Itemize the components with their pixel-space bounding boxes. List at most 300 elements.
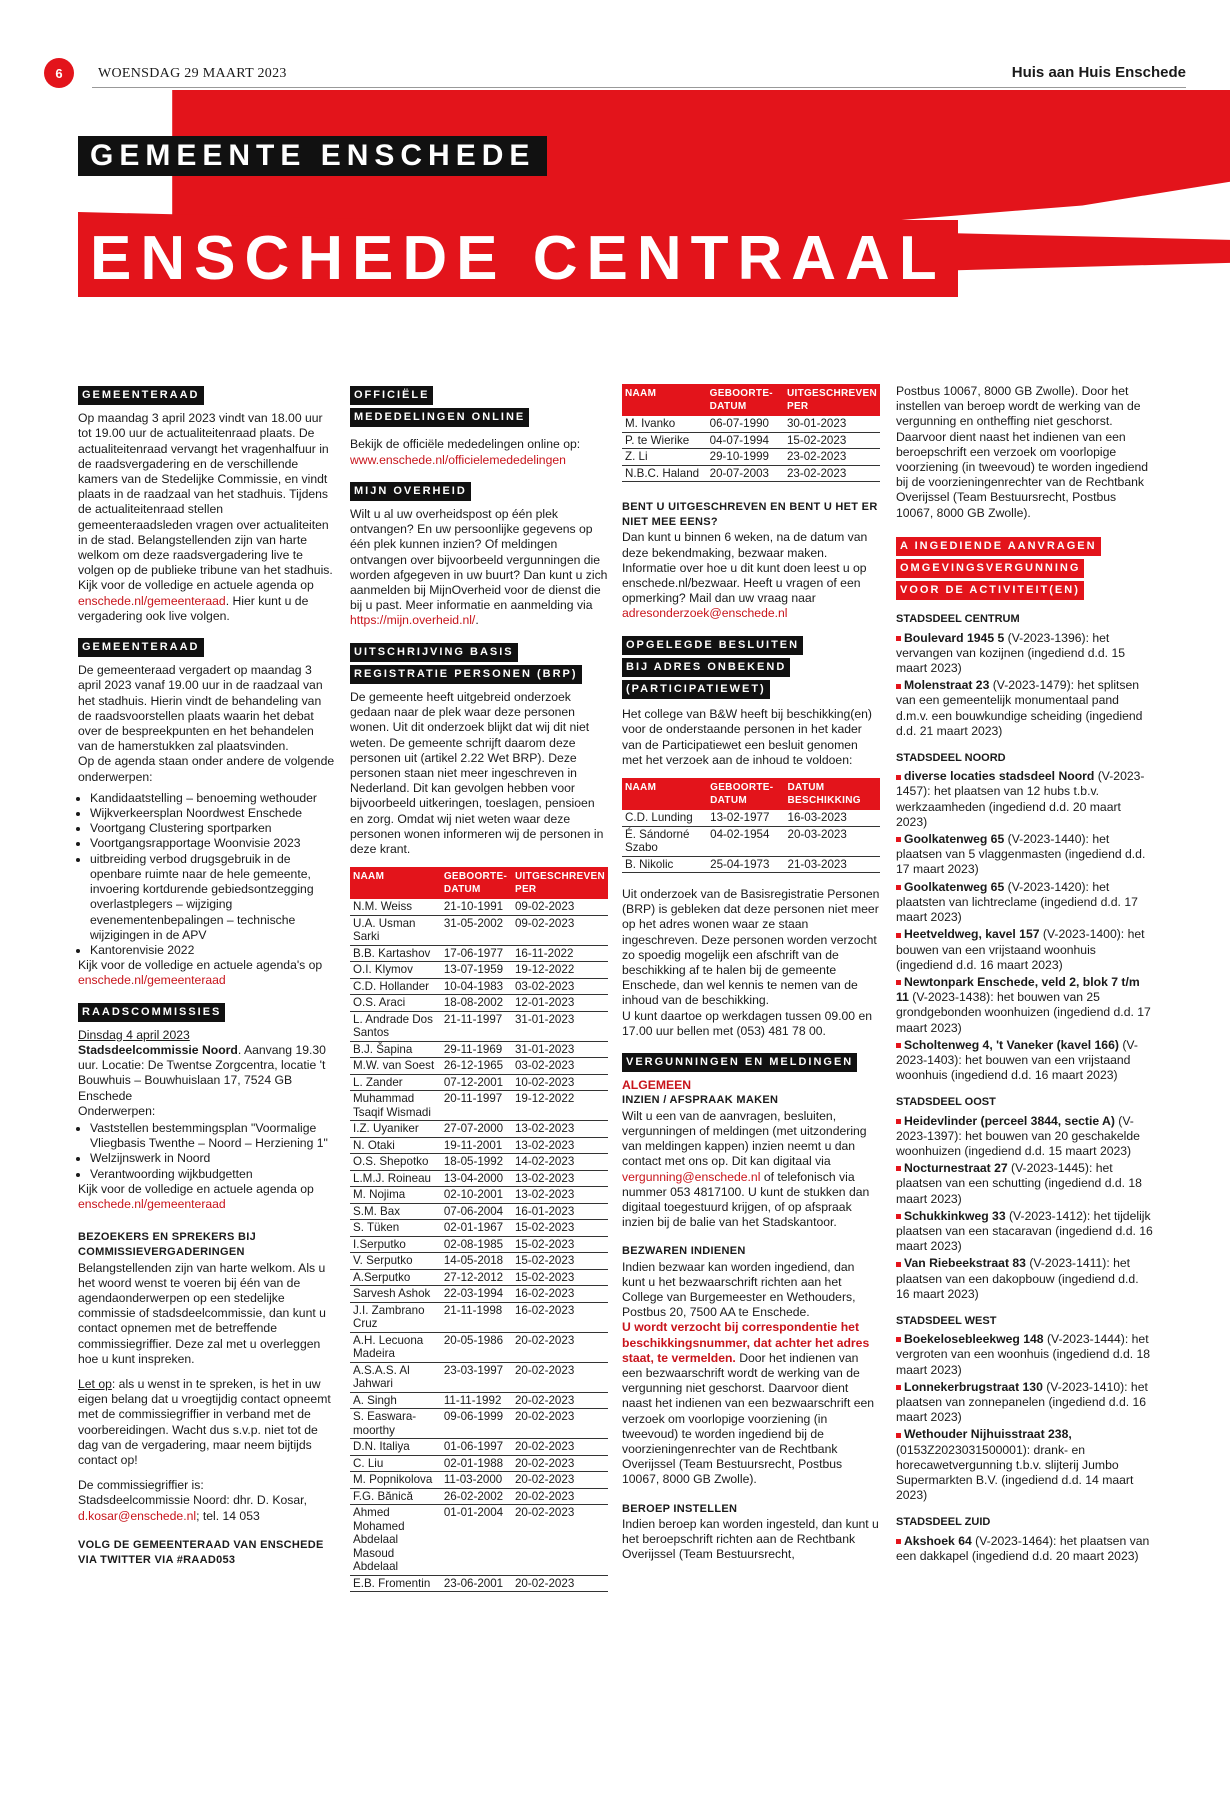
table-cell: B.B. Kartashov (350, 945, 441, 962)
table-cell: 29-11-1969 (441, 1041, 512, 1058)
table-cell: 31-05-2002 (441, 915, 512, 945)
table-cell: 21-11-1997 (441, 1011, 512, 1041)
table-row (622, 810, 880, 826)
application-details: (V-2023-1445): het plaatsen van een schutting (ingediend d.d. 18 maart 2023) (896, 1161, 1142, 1206)
application-entry (896, 1114, 1154, 1160)
table-cell: 19-12-2022 (512, 962, 608, 979)
section-tag-besluiten: OPGELEGDE BESLUITEN (622, 636, 803, 655)
application-address: Molenstraat 23 (904, 678, 990, 693)
bullet-square-icon (896, 775, 901, 780)
table-cell: 31-01-2023 (512, 1041, 608, 1058)
table-row (622, 465, 880, 482)
table-row (350, 1220, 608, 1237)
paragraph: Wilt u een van de aanvragen, besluiten, vergunningen of meldingen (met uitzondering van meldingen kappen) inzien neemt u dan contact met ons op. Dit kan digitaal via vergunning@enschede.nl of telefonisch via nummer 053 4817100. U kunt de stukken dan digitaal toegestuurd krijgen, of op afspraak inzien bij de balie van het Stadskantoor. (622, 1108, 870, 1230)
table-row (350, 1362, 608, 1392)
paragraph: Bekijk de officiële mededelingen online op: www.enschede.nl/officielemededelingen (350, 437, 581, 467)
section-tag-aanvragen: A INGEDIENDE AANVRAGEN (896, 537, 1101, 556)
table-cell: 16-11-2022 (512, 945, 608, 962)
list-item: • Kantorenvisie 2022 (90, 943, 336, 958)
table-cell: 30-01-2023 (784, 416, 880, 432)
application-details: (V-2023-1411): het plaatsen van een dakopbouw (ingediend d.d. 16 maart 2023) (896, 1256, 1139, 1301)
table-cell: 09-02-2023 (512, 915, 608, 945)
application-entry (896, 769, 1154, 830)
table-header: NAAM (622, 778, 707, 810)
table-cell: 06-07-1990 (707, 416, 784, 432)
table-row (350, 1170, 608, 1187)
table-cell: 11-11-1992 (441, 1392, 512, 1409)
table-header: GEBOORTE-DATUM (441, 867, 512, 899)
table-cell: N.B.C. Haland (622, 465, 707, 482)
table-cell: 09-02-2023 (512, 899, 608, 915)
table-cell: 27-07-2000 (441, 1121, 512, 1138)
table-row (622, 416, 880, 432)
table-cell: 02-10-2001 (441, 1187, 512, 1204)
table-cell: 16-02-2023 (512, 1286, 608, 1303)
table-cell: 14-02-2023 (512, 1154, 608, 1171)
application-address: Boulevard 1945 5 (904, 630, 1005, 645)
paragraph: Op de agenda staan onder andere de volgende onderwerpen: (78, 754, 335, 784)
municipality-title: GEMEENTE ENSCHEDE (78, 136, 547, 176)
table-cell: 13-04-2000 (441, 1170, 512, 1187)
table-cell: 21-10-1991 (441, 899, 512, 915)
table-cell: 15-02-2023 (784, 432, 880, 449)
table-body (350, 899, 608, 1592)
table-cell: 20-07-2003 (707, 465, 784, 482)
application-entry (896, 1427, 1154, 1503)
table-cell: 18-05-1992 (441, 1154, 512, 1171)
table-cell: 09-06-1999 (441, 1409, 512, 1439)
application-entry (896, 631, 1154, 677)
table-cell: 21-03-2023 (785, 856, 880, 873)
table-cell: 16-02-2023 (512, 1302, 608, 1332)
paragraph: Indien bezwaar kan worden ingediend, dan kunt u het bezwaarschrift richten aan het College van Burgemeester en Wethouders, Postbus 20, 7500 AA te Enschede. U wordt verzocht bij correspondentie het beschikkingsnummer, dat achter het adres staat, te vermelden. Door het indienen van een bezwaarschrift wordt de werking van de vergunning niet geschorst. Daarvoor dient naast het indienen van een bezwaarschrift een verzoek om voorlopige voorziening (in tweevoud) te worden ingediend bij de voorzieningenrechter van de Rechtbank Overijssel (Team Bestuursrecht, Postbus 10067, 8000 GB Zwolle). (622, 1259, 875, 1487)
application-address: Nocturnestraat 27 (904, 1161, 1008, 1176)
gemeenteraad-link[interactable]: enschede.nl/gemeenteraad (78, 1196, 226, 1211)
section-tag-vergunningen: VERGUNNINGEN EN MELDINGEN (622, 1053, 857, 1072)
bullet-square-icon (896, 1539, 901, 1544)
table-cell: B.J. Šapina (350, 1041, 441, 1058)
application-entry (896, 832, 1154, 878)
table-row (350, 1302, 608, 1332)
table-cell: 13-02-2023 (512, 1121, 608, 1138)
application-address: Scholtenweg 4, 't Vaneker (kavel 166) (904, 1037, 1119, 1052)
bullet-square-icon (896, 885, 901, 890)
paragraph: Het college van B&W heeft bij beschikking(en) voor de onderstaande personen in het kader van de Participatiewet een besluit genomen met het verzoek aan de inhoud te voldoen: (622, 707, 872, 767)
table-row (350, 1074, 608, 1091)
table-cell: B. Nikolic (622, 856, 707, 873)
vergunning-email-link[interactable]: vergunning@enschede.nl (622, 1169, 761, 1184)
table-cell: F.G. Bănică (350, 1488, 441, 1505)
application-entry (896, 880, 1154, 926)
table-row (350, 1121, 608, 1138)
table-cell: 20-02-2023 (512, 1362, 608, 1392)
table-cell: D.N. Italiya (350, 1439, 441, 1456)
section-tag-uitschrijving: UITSCHRIJVING BASIS (350, 643, 518, 662)
application-entry (896, 1256, 1154, 1302)
table-cell: 07-06-2004 (441, 1203, 512, 1220)
table-cell: A. Singh (350, 1392, 441, 1409)
table-cell: O.S. Araci (350, 995, 441, 1012)
table-row (350, 1472, 608, 1489)
table-cell: V. Serputko (350, 1253, 441, 1270)
table-cell: 10-02-2023 (512, 1074, 608, 1091)
decisions-table (622, 778, 880, 873)
application-entry (896, 975, 1154, 1036)
table-cell: 01-06-1997 (441, 1439, 512, 1456)
column-1 (78, 380, 336, 1568)
subheading-algemeen: ALGEMEEN (622, 1078, 692, 1093)
clerk-email-link[interactable]: d.kosar@enschede.nl (78, 1508, 197, 1523)
subheading: BEZOEKERS EN SPREKERS BIJ COMMISSIEVERGADERINGEN (78, 1231, 257, 1259)
application-details: (V-2023-1457): het plaatsen van 12 hubs t.b.v. werkzaamheden (ingediend d.d. 20 maart 2023) (896, 769, 1145, 829)
application-address: Lonnekerbrugstraat 130 (904, 1379, 1043, 1394)
bullet-square-icon (896, 1385, 901, 1390)
district-heading: STADSDEEL NOORD (896, 752, 1006, 765)
table-cell: I.Z. Uyaniker (350, 1121, 441, 1138)
gemeenteraad-link[interactable]: enschede.nl/gemeenteraad (78, 973, 226, 988)
table-header: GEBOORTE-DATUM (707, 778, 784, 810)
table-cell: É. Sándorné Szabo (622, 826, 707, 856)
table-cell: 20-05-1986 (441, 1332, 512, 1362)
application-address: diverse locaties stadsdeel Noord (904, 769, 1095, 784)
table-header: GEBOORTE-DATUM (707, 384, 784, 416)
paragraph: d.kosar@enschede.nl; tel. 14 053 (78, 1508, 260, 1523)
bullet-square-icon (896, 980, 901, 985)
application-address: Newtonpark Enschede, veld 2, blok 7 t/m 11 (896, 974, 1140, 1005)
application-entry (896, 927, 1154, 973)
table-cell: C.D. Lunding (622, 810, 707, 826)
application-address: Heetveldweg, kavel 157 (904, 927, 1040, 942)
table-row (350, 1253, 608, 1270)
section-tag-gemeenteraad: GEMEENTERAAD (78, 386, 204, 405)
section-tag-gemeenteraad-2: GEMEENTERAAD (78, 638, 204, 657)
paragraph: Op maandag 3 april 2023 vindt van 18.00 uur tot 19.00 uur de actualiteitenraad plaats. De actualiteitenraad vervangt het vragenhalfuur in de raadsvergadering en de verschillende kamers van de Stedelijke Commissie, en vindt plaats in de raadzaal van het stadhuis. Tijdens de actualiteitenraad stellen gemeenteraadsleden vragen over actualiteiten in de stad. Belangstellenden zijn van harte welkom om deze raadsvergadering live te volgen op de publieke tribune van het stadhuis. (78, 411, 333, 578)
table-header: NAAM (350, 867, 441, 899)
table-cell: 13-02-2023 (512, 1170, 608, 1187)
table-cell: 04-07-1994 (707, 432, 784, 449)
table-cell: 20-02-2023 (512, 1332, 608, 1362)
table-row (350, 945, 608, 962)
table-cell: 26-12-1965 (441, 1058, 512, 1075)
brp-table-continued (622, 384, 880, 482)
gemeenteraad-link[interactable]: enschede.nl/gemeenteraad (78, 593, 226, 608)
section-tag-mededelingen: MEDEDELINGEN ONLINE (350, 408, 529, 427)
table-cell: 20-02-2023 (512, 1439, 608, 1456)
table-cell: 03-02-2023 (512, 1058, 608, 1075)
table-cell: S.M. Bax (350, 1203, 441, 1220)
table-row (350, 915, 608, 945)
application-details: (V-2023-1464): het plaatsen van een dakkapel (ingediend d.d. 20 maart 2023) (896, 1533, 1150, 1563)
table-row (350, 1455, 608, 1472)
table-cell: O.S. Shepotko (350, 1154, 441, 1171)
meeting-date: Dinsdag 4 april 2023 (78, 1027, 190, 1042)
table-cell: 29-10-1999 (707, 449, 784, 466)
table-cell: 03-02-2023 (512, 978, 608, 995)
column-3 (622, 384, 880, 1572)
district-title: ENSCHEDE CENTRAAL (78, 220, 958, 297)
table-cell: 13-02-2023 (512, 1137, 608, 1154)
table-cell: 15-02-2023 (512, 1220, 608, 1237)
table-cell: Sarvesh Ashok (350, 1286, 441, 1303)
application-details: (V-2023-1400): het bouwen van een vrijstaand woonhuis (ingediend d.d. 16 maart 2023) (896, 927, 1145, 972)
application-details: (V-2023-1403): het bouwen van een vrijstaand woonhuis (ingediend d.d. 16 maart 2023) (896, 1037, 1138, 1083)
paragraph: De gemeente heeft uitgebreid onderzoek gedaan naar de plek waar deze personen wonen. Uit dit onderzoek blijkt dat wij dit niet weten. De gemeente schrijft daarom deze personen uit (artikel 2.22 Wet BRP). Deze personen staan niet meer ingeschreven in Nederland. Dit kan gevolgen hebben voor bijvoorbeeld uitkeringen, toeslagen, pensioen en zorg. Omdat wij niet weten waar deze personen wonen informeren wij de personen in deze krant. (350, 690, 604, 857)
table-cell: 11-03-2000 (441, 1472, 512, 1489)
table-cell: 23-06-2001 (441, 1575, 512, 1592)
mededelingen-link[interactable]: www.enschede.nl/officielemededelingen (350, 452, 566, 467)
district-heading: STADSDEEL CENTRUM (896, 613, 1020, 626)
paragraph: U kunt daartoe op werkdagen tussen 09.00 en 17.00 uur bellen met (053) 481 78 00. (622, 1008, 873, 1038)
table-cell: M. Popnikolova (350, 1472, 441, 1489)
table-cell: Muhammad Tsaqif Wismadi (350, 1091, 441, 1121)
table-cell: M. Nojima (350, 1187, 441, 1204)
table-header: UITGESCHREVEN PER (512, 867, 608, 899)
table-header: DATUM BESCHIKKING (785, 778, 880, 810)
table-cell: 18-08-2002 (441, 995, 512, 1012)
paragraph: Belangstellenden zijn van harte welkom. Als u het woord wenst te voeren bij één van de agendaonderwerpen op een stedelijke commissie of stadsdeelcommissie, dan kunt u contact opnemen met de betreffende commissiegriffier. Deze zal met u overleggen hoe u kunt inspreken. (78, 1260, 326, 1366)
table-cell: 16-01-2023 (512, 1203, 608, 1220)
application-address: Akshoek 64 (904, 1533, 972, 1548)
section-tag-officiele: OFFICIËLE (350, 386, 433, 405)
table-row (350, 1269, 608, 1286)
paragraph: Wilt u al uw overheidspost op één plek ontvangen? En uw persoonlijke gegevens op één plek kunnen inzien? Of meldingen ontvangen over bijvoorbeeld vergunningen die worden afgegeven in uw buurt? Dan kunt u zich aanmelden bij MijnOverheid voor de dienst die bij u past. Meer informatie en aanmelding via https://mijn.overheid.nl/. (350, 507, 608, 628)
table-cell: J.I. Zambrano Cruz (350, 1302, 441, 1332)
paragraph: Stadsdeelcommissie Noord: dhr. D. Kosar, (78, 1493, 307, 1508)
table-cell: Z. Li (622, 449, 707, 466)
application-entry (896, 1534, 1154, 1564)
table-cell: 20-02-2023 (512, 1392, 608, 1409)
table-cell: 02-01-1988 (441, 1455, 512, 1472)
application-details: (V-2023-1410): het plaatsen van zonnepanelen (ingediend d.d. 16 maart 2023) (896, 1379, 1148, 1425)
bullet-square-icon (896, 636, 901, 641)
subheading: BENT U UITGESCHREVEN EN BENT U HET ER NIET MEE EENS? (622, 501, 878, 529)
table-row (350, 1154, 608, 1171)
table-header: UITGESCHREVEN PER (784, 384, 880, 416)
paragraph: Uit onderzoek van de Basisregistratie Personen (BRP) is gebleken dat deze personen niet meer op het adres wonen waar ze staan ingeschreven. Deze personen worden verzocht zo spoedig mogelijk een afschrift van de beschikking af te halen bij de gemeente Enschede, dan wel kennis te nemen van de inhoud van de beschikking. (622, 887, 880, 1008)
section-tag-omgevingsvergunning: OMGEVINGSVERGUNNING (896, 559, 1084, 578)
table-cell: 13-07-1959 (441, 962, 512, 979)
application-details: (V-2023-1397): het bouwen van 20 geschakelde woonhuizen (ingediend d.d. 15 maart 2023) (896, 1113, 1140, 1158)
list-item: • Voortgang Clustering sportparken (90, 821, 336, 836)
table-row (350, 1041, 608, 1058)
list-item: • Wijkverkeersplan Noordwest Enschede (90, 806, 336, 821)
table-row (350, 978, 608, 995)
district-heading: STADSDEEL OOST (896, 1096, 996, 1109)
bullet-square-icon (896, 1337, 901, 1342)
table-cell: 15-02-2023 (512, 1269, 608, 1286)
paragraph: De gemeenteraad vergadert op maandag 3 april 2023 vanaf 19.00 uur in de raadzaal van het stadhuis. Hierin vindt de behandeling van de raadsvoorstellen plaats waarin het debat over de bespreekpunten en het behandelen van de hamerstukken zal plaatsvinden. (78, 663, 323, 754)
table-cell: 02-01-1967 (441, 1220, 512, 1237)
table-row (350, 1409, 608, 1439)
district-heading: STADSDEEL WEST (896, 1314, 997, 1327)
table-row (350, 1137, 608, 1154)
table-cell: 23-02-2023 (784, 449, 880, 466)
table-cell: 23-03-1997 (441, 1362, 512, 1392)
list-item: • Vaststellen bestemmingsplan "Voormalige Vliegbasis Twenthe – Noord – Herziening 1" (90, 1121, 336, 1151)
table-row (350, 1488, 608, 1505)
table-cell: 16-03-2023 (785, 810, 880, 826)
mijn-overheid-link[interactable]: https://mijn.overheid.nl/ (350, 613, 476, 628)
bullet-square-icon (896, 933, 901, 938)
table-row (622, 856, 880, 873)
bullet-square-icon (896, 1119, 901, 1124)
bullet-square-icon (896, 837, 901, 842)
list-item: • Kandidaatstelling – benoeming wethouder (90, 791, 336, 806)
table-cell: 13-02-2023 (512, 1187, 608, 1204)
table-cell: 27-12-2012 (441, 1269, 512, 1286)
application-entry (896, 1209, 1154, 1255)
table-cell: 04-02-1954 (707, 826, 784, 856)
district-heading: STADSDEEL ZUID (896, 1516, 991, 1529)
subjects-list (78, 1121, 336, 1182)
paragraph: Indien beroep kan worden ingesteld, dan kunt u het beroepschrift richten aan de Rechtbank Overijssel (Team Bestuursrecht, (622, 1516, 879, 1562)
application-entry (896, 1380, 1154, 1426)
application-address: Wethouder Nijhuisstraat 238, (904, 1427, 1072, 1442)
table-row (350, 1058, 608, 1075)
table-cell: 17-06-1977 (441, 945, 512, 962)
paragraph: Onderwerpen: (78, 1103, 156, 1118)
table-cell: 31-01-2023 (512, 1011, 608, 1041)
table-cell: S. Easwara-moorthy (350, 1409, 441, 1439)
table-cell: 21-11-1998 (441, 1302, 512, 1332)
table-cell: 20-02-2023 (512, 1409, 608, 1439)
application-address: Boekelosebleekweg 148 (904, 1332, 1044, 1347)
table-row (350, 1187, 608, 1204)
bullet-square-icon (896, 1214, 901, 1219)
table-header: NAAM (622, 384, 707, 416)
table-cell: A.H. Lecuona Madeira (350, 1332, 441, 1362)
table-cell: A.Serputko (350, 1269, 441, 1286)
table-cell: U.A. Usman Sarki (350, 915, 441, 945)
table-row (622, 826, 880, 856)
paragraph: Dan kunt u binnen 6 weken, na de datum van deze bekendmaking, bezwaar maken. Informatie over hoe u dit kunt doen leest u op enschede.nl/bezwaar. Heeft u vragen of een opmerking? Mail dan uw vraag naar adresonderzoek@enschede.nl (622, 530, 868, 621)
issue-date: WOENSDAG 29 MAART 2023 (98, 66, 287, 81)
twitter-note: VOLG DE GEMEENTERAAD VAN ENSCHEDE VIA TWITTER VIA #RAAD053 (78, 1538, 324, 1567)
table-cell: L. Zander (350, 1074, 441, 1091)
table-cell: 14-05-2018 (441, 1253, 512, 1270)
table-body (622, 416, 880, 482)
table-cell: 25-04-1973 (707, 856, 784, 873)
table-cell: 10-04-1983 (441, 978, 512, 995)
application-entry (896, 1332, 1154, 1378)
table-cell: 20-02-2023 (512, 1472, 608, 1489)
table-cell: 01-01-2004 (441, 1505, 512, 1576)
table-cell: M.W. van Soest (350, 1058, 441, 1075)
table-cell: L. Andrade Dos Santos (350, 1011, 441, 1041)
table-cell: 07-12-2001 (441, 1074, 512, 1091)
application-entry (896, 1038, 1154, 1084)
table-body (622, 810, 880, 873)
list-item: • Welzijnswerk in Noord (90, 1151, 336, 1166)
page-number: 6 (44, 58, 74, 88)
paragraph: Stadsdeelcommissie Noord. Aanvang 19.30 uur. Locatie: De Twentse Zorgcentra, locatie 't Bouwhuis – Bouwhuislaan 17, 7524 GB Enschede (78, 1042, 326, 1103)
section-tag-brp: REGISTRATIE PERSONEN (BRP) (350, 665, 582, 684)
column-2 (350, 380, 608, 1602)
section-tag-adres-onbekend: BIJ ADRES ONBEKEND (622, 658, 790, 677)
table-row (350, 1236, 608, 1253)
table-row (350, 1439, 608, 1456)
table-cell: E.B. Fromentin (350, 1575, 441, 1592)
table-cell: 20-02-2023 (512, 1505, 608, 1576)
bullet-square-icon (896, 1433, 901, 1438)
bullet-square-icon (896, 1166, 901, 1171)
table-row (622, 432, 880, 449)
table-cell: O.I. Klymov (350, 962, 441, 979)
paragraph: Kijk voor de volledige en actuele agenda's op enschede.nl/gemeenteraad (78, 958, 323, 988)
table-row (350, 1392, 608, 1409)
subheading: BEZWAREN INDIENEN (622, 1245, 746, 1258)
bullet-square-icon (896, 1043, 901, 1048)
table-cell: 26-02-2002 (441, 1488, 512, 1505)
table-cell: 15-02-2023 (512, 1253, 608, 1270)
table-cell: N.M. Weiss (350, 899, 441, 915)
application-details: (V-2023-1420): het plaatsten van lichtreclame (ingediend d.d. 17 maart 2023) (896, 879, 1138, 925)
table-row (350, 1332, 608, 1362)
agenda-list (78, 791, 336, 958)
application-details: (V-2023-1444): het vergroten van een woonhuis (ingediend d.d. 18 maart 2023) (896, 1332, 1151, 1377)
table-cell: M. Ivanko (622, 416, 707, 432)
bullet-square-icon (896, 1262, 901, 1267)
table-cell: P. te Wierike (622, 432, 707, 449)
table-cell: N. Otaki (350, 1137, 441, 1154)
header-rule (92, 87, 1186, 88)
adresonderzoek-email-link[interactable]: adresonderzoek@enschede.nl (622, 606, 788, 621)
application-details: (V-2023-1412): het tijdelijk plaatsen van een stacaravan (ingediend d.d. 16 maart 2023) (896, 1208, 1153, 1254)
bullet-square-icon (896, 684, 901, 689)
table-cell: Ahmed Mohamed Abdelaal Masoud Abdelaal (350, 1505, 441, 1576)
paragraph: Kijk voor de volledige en actuele agenda op enschede.nl/gemeenteraad. Hier kunt u de vergadering ook live volgen. (78, 578, 314, 623)
list-item: • Voortgangsrapportage Woonvisie 2023 (90, 836, 336, 851)
application-details: (V-2023-1479): het splitsen van een gemeentelijk monumentaal pand d.m.v. een bouwkundige scheiding (ingediend d.d. 21 maart 2023) (896, 678, 1143, 738)
application-address: Schukkinkweg 33 (904, 1208, 1006, 1223)
application-details: (0153Z2023031500001): drank- en horecawetvergunning t.b.v. slijterij Jumbo Supermarkten B.V. (ingediend d.d. 14 maart 2023) (896, 1442, 1134, 1503)
table-cell: 13-02-1977 (707, 810, 784, 826)
table-row (350, 899, 608, 915)
paragraph: De commissiegriffier is: (78, 1478, 204, 1493)
list-item: • Verantwoording wijkbudgetten (90, 1167, 336, 1182)
table-row (350, 1203, 608, 1220)
application-address: Van Riebeekstraat 83 (904, 1256, 1026, 1271)
section-tag-raadscommissies: RAADSCOMMISSIES (78, 1003, 225, 1022)
table-row (622, 449, 880, 466)
column-4 (896, 384, 1154, 1566)
table-row (350, 1011, 608, 1041)
table-cell: 20-03-2023 (785, 826, 880, 856)
table-cell: C. Liu (350, 1455, 441, 1472)
table-cell: 22-03-1994 (441, 1286, 512, 1303)
list-item: • uitbreiding verbod drugsgebruik in de openbare ruimte naar de hele gemeente, invoering kortdurende gebiedsontzegging overlastplegers – wijziging evenementenbepalingen – technische wijzigingen in de APV (90, 852, 336, 943)
table-row (350, 995, 608, 1012)
table-cell: C.D. Hollander (350, 978, 441, 995)
paragraph: Kijk voor de volledige en actuele agenda op enschede.nl/gemeenteraad (78, 1181, 314, 1211)
table-row (350, 1575, 608, 1592)
paragraph: Let op: als u wenst in te spreken, is het in uw eigen belang dat u vroegtijdig contact opneemt met de commissiegriffier in verband met de voorbereidingen. Wacht dus s.v.p. niet tot de dag van de vergadering, maar neem bijtijds contact op! (78, 1376, 331, 1467)
application-address: Goolkatenweg 65 (904, 832, 1005, 847)
application-entry (896, 1161, 1154, 1207)
table-cell: I.Serputko (350, 1236, 441, 1253)
paragraph: Postbus 10067, 8000 GB Zwolle). Door het instellen van beroep wordt de werking van de vergunning en ontheffing niet geschorst. Daarvoor dient naast het indienen van een beroepschrift een verzoek om voorlopige voorziening (in tweevoud) te worden ingediend bij de voorzieningenrechter van de Rechtbank Overijssel (Team Bestuursrecht, Postbus 10067, 8000 GB Zwolle). (896, 384, 1149, 520)
section-tag-participatiewet: (PARTICIPATIEWET) (622, 680, 770, 699)
application-address: Heidevlinder (perceel 3844, sectie A) (904, 1113, 1115, 1128)
table-cell: L.M.J. Roineau (350, 1170, 441, 1187)
table-cell: 20-02-2023 (512, 1488, 608, 1505)
table-cell: 02-08-1985 (441, 1236, 512, 1253)
application-details: (V-2023-1396): het vervangen van kozijnen (ingediend d.d. 15 maart 2023) (896, 630, 1126, 676)
table-cell: S. Tüken (350, 1220, 441, 1237)
table-row (350, 1505, 608, 1576)
table-row (350, 1091, 608, 1121)
table-cell: 15-02-2023 (512, 1236, 608, 1253)
